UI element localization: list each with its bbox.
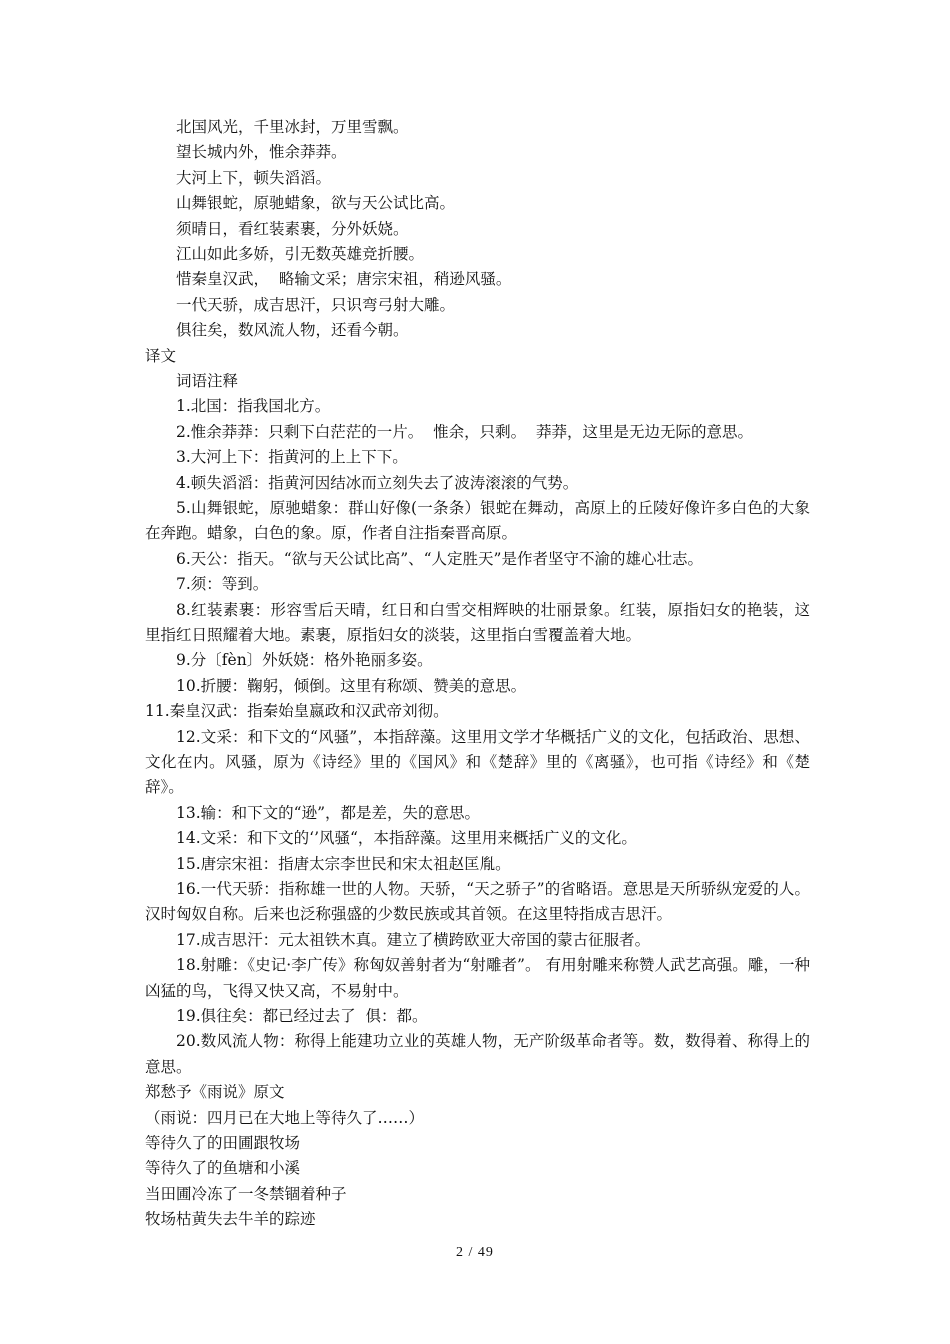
poem-line: 惜秦皇汉武， 略输文采；唐宗宋祖，稍逊风骚。: [176, 270, 512, 289]
note-item: 3.大河上下：指黄河的上上下下。: [176, 448, 408, 467]
rain-line: 牧场枯黄失去牛羊的踪迹: [145, 1210, 316, 1229]
note-item: 20.数风流人物：称得上能建功立业的英雄人物，无产阶级革命者等。数，数得着、称得上的意思。: [145, 1032, 810, 1076]
poem-line: 大河上下，顿失滔滔。: [176, 168, 332, 187]
note-item: 8.红装素裹：形容雪后天晴，红日和白雪交相辉映的壮丽景象。红装，原指妇女的艳装，这里指红日照耀着大地。素裹，原指妇女的淡装，这里指白雪覆盖着大地。: [145, 600, 810, 644]
note-item: 1.北国：指我国北方。: [176, 397, 331, 416]
note-item: 12.文采：和下文的“风骚”，本指辞藻。这里用文学才华概括广义的文化，包括政治、思想、文化在内。风骚，原为《诗经》里的《国风》和《楚辞》里的《离骚》，也可指《诗经》和《楚辞》。: [145, 727, 810, 797]
rain-line: （雨说：四月已在大地上等待久了……）: [145, 1108, 425, 1127]
note-item: 2.惟余莽莽：只剩下白茫茫的一片。 惟余，只剩。 莽莽，这里是无边无际的意思。: [176, 422, 753, 441]
rain-title: 郑愁予《雨说》原文: [145, 1083, 285, 1102]
note-item: 11.秦皇汉武：指秦始皇嬴政和汉武帝刘彻。: [145, 702, 449, 721]
rain-line: 等待久了的鱼塘和小溪: [145, 1159, 301, 1178]
note-item: 5.山舞银蛇，原驰蜡象：群山好像(一条条）银蛇在舞动，高原上的丘陵好像许多白色的大象在奔跑。蜡象，白色的象。原，作者自注指秦晋高原。: [145, 498, 810, 543]
poem-line: 须晴日，看红装素裹，分外妖娆。: [176, 219, 409, 238]
page-indicator: 2 / 49: [456, 1245, 494, 1260]
rain-line: 当田圃冷冻了一冬禁锢着种子: [145, 1184, 347, 1203]
note-item: 6.天公：指天。“欲与天公试比高”、“人定胜天”是作者坚守不渝的雄心壮志。: [176, 549, 703, 568]
poem-line: 江山如此多娇，引无数英雄竞折腰。: [176, 244, 425, 263]
poem-line: 北国风光，千里冰封，万里雪飘。: [176, 118, 409, 136]
note-item: 16.一代天骄：指称雄一世的人物。天骄，“天之骄子”的省略语。意思是天所骄纵宠爱的人。汉时匈奴自称。后来也泛称强盛的少数民族或其首领。在这里特指成吉思汗。: [145, 880, 810, 924]
rain-line: 等待久了的田圃跟牧场: [145, 1134, 301, 1153]
note-item: 18.射雕：《史记·李广传》称匈奴善射者为“射雕者”。 有用射雕来称赞人武艺高强。雕，一种凶猛的鸟，飞得又快又高，不易射中。: [145, 956, 810, 1000]
note-item: 17.成吉思汗：元太祖铁木真。建立了横跨欧亚大帝国的蒙古征服者。: [176, 930, 651, 949]
note-item: 4.顿失滔滔：指黄河因结冰而立刻失去了波涛滚滚的气势。: [176, 473, 579, 492]
notes-heading: 词语注释: [176, 371, 239, 390]
note-item: 13.输：和下文的“逊”，都是差，失的意思。: [176, 803, 480, 822]
note-item: 15.唐宗宋祖：指唐太宗李世民和宋太祖赵匡胤。: [176, 854, 511, 873]
note-item: 7.须：等到。: [176, 575, 269, 594]
translation-heading: 译文: [145, 346, 177, 365]
poem-line: 俱往矣，数风流人物，还看今朝。: [176, 321, 409, 340]
note-item: 14.文采：和下文的‘’风骚“，本指辞藻。这里用来概括广义的文化。: [176, 829, 637, 848]
note-item: 9.分〔fèn〕外妖娆：格外艳丽多姿。: [176, 651, 433, 670]
poem-line: 一代天骄，成吉思汗，只识弯弓射大雕。: [176, 295, 456, 314]
poem-line: 山舞银蛇，原驰蜡象，欲与天公试比高。: [176, 194, 456, 213]
poem-line: 望长城内外，惟余莽莽。: [176, 143, 347, 162]
note-item: 19.俱往矣：都已经过去了 俱：都。: [176, 1007, 428, 1026]
document-body: [145, 115, 810, 1233]
note-item: 10.折腰：鞠躬，倾倒。这里有称颂、赞美的意思。: [176, 676, 527, 695]
